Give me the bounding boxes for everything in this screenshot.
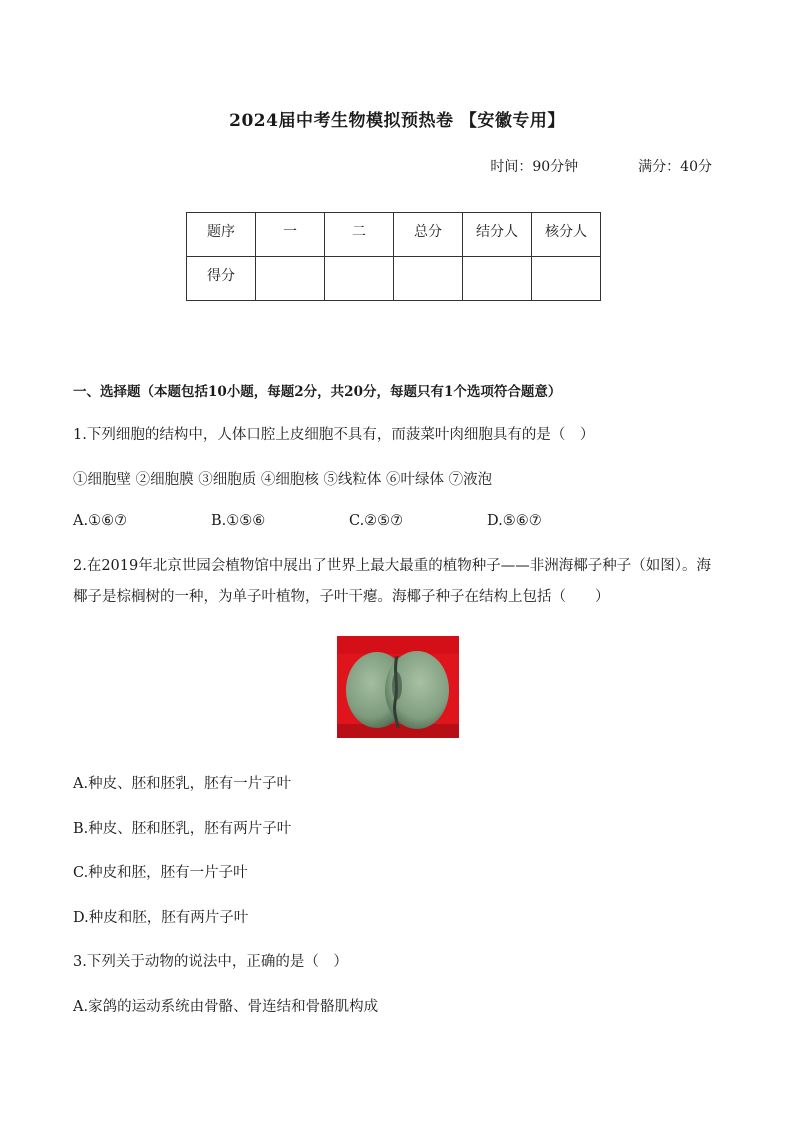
seed-image [337,636,459,738]
table-cell: 总分 [394,213,463,257]
table-cell [394,257,463,301]
q1-option-a: A.①⑥⑦ [73,513,128,529]
score-table [186,212,601,301]
q2-option-a: A.种皮、胚和胚乳，胚有一片子叶 [73,776,292,792]
table-cell: 结分人 [463,213,532,257]
table-cell [463,257,532,301]
question-1-items: ①细胞壁 ②细胞膜 ③细胞质 ④细胞核 ⑤线粒体 ⑥叶绿体 ⑦液泡 [73,472,493,488]
table-cell: 题序 [187,213,256,257]
table-cell: 二 [325,213,394,257]
q1-option-d: D.⑤⑥⑦ [487,513,542,529]
q2-option-b: B.种皮、胚和胚乳，胚有两片子叶 [73,821,292,837]
question-2-stem: 2.在2019年北京世园会植物馆中展出了世界上最大最重的植物种子——非洲海椰子种子（如图）。海椰子是棕榈树的一种，为单子叶植物，子叶干瘪。海椰子种子在结构上包括（ ） [73,558,711,605]
q1-option-b: B.①⑤⑥ [211,513,266,529]
table-cell: 核分人 [532,213,601,257]
q1-option-c: C.②⑤⑦ [349,513,404,529]
score-table-score-row [187,257,601,301]
full-score: 满分：40分 [638,159,712,175]
question-3-stem: 3.下列关于动物的说法中，正确的是（ ） [73,954,348,970]
time-limit: 时间：90分钟 [490,159,579,175]
exam-meta [0,156,712,176]
score-table-header-row [187,213,601,257]
table-cell: 得分 [187,257,256,301]
table-cell: 一 [256,213,325,257]
q2-option-d: D.种皮和胚，胚有两片子叶 [73,910,249,926]
question-1-stem: 1.下列细胞的结构中，人体口腔上皮细胞不具有，而菠菜叶肉细胞具有的是（ ） [73,427,595,443]
coco-de-mer-seed-photo [337,636,459,738]
q2-option-c: C.种皮和胚，胚有一片子叶 [73,865,248,881]
section-heading: 一、选择题（本题包括10小题，每题2分，共20分，每题只有1个选项符合题意） [73,384,562,400]
table-cell [325,257,394,301]
page-title: 2024届中考生物模拟预热卷 【安徽专用】 [229,111,565,131]
table-cell [532,257,601,301]
q3-option-a: A.家鸽的运动系统由骨骼、骨连结和骨骼肌构成 [73,999,379,1015]
table-cell [256,257,325,301]
